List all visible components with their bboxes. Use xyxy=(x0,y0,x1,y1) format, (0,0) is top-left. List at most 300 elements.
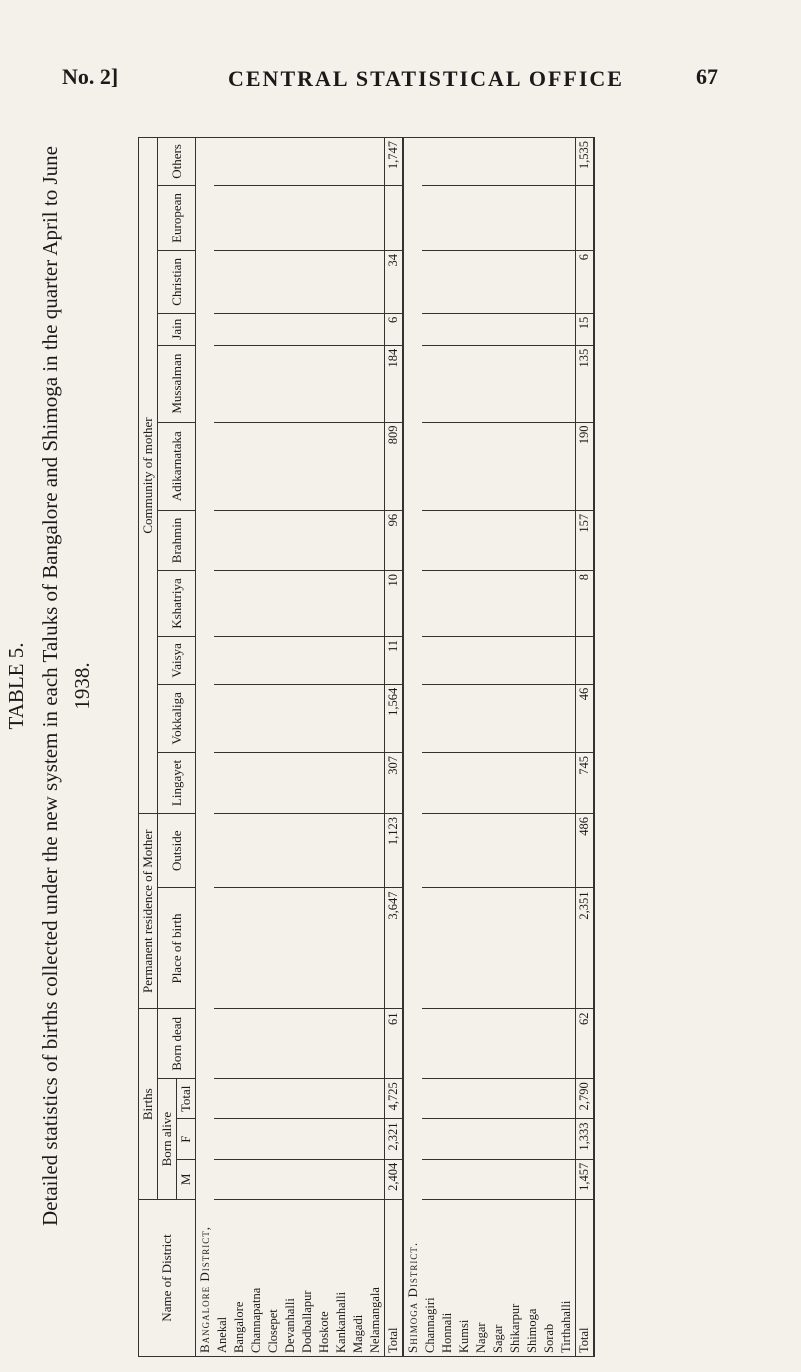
cell-kshatriya xyxy=(316,571,333,637)
cell-f xyxy=(507,1119,524,1159)
cell-born_dead xyxy=(248,1009,265,1079)
cell-kshatriya xyxy=(350,571,367,637)
cell-kshatriya xyxy=(299,571,316,637)
cell-kshatriya xyxy=(333,571,350,637)
header-vaisya: Vaisya xyxy=(158,637,196,685)
cell-european xyxy=(541,185,558,250)
cell-adikarnataka xyxy=(456,422,473,510)
taluk-name: Anekal xyxy=(214,1200,231,1357)
cell-vaisya xyxy=(248,637,265,685)
cell-m xyxy=(507,1159,524,1199)
cell-lingayet xyxy=(473,752,490,813)
table-row xyxy=(333,138,350,1357)
cell-adikarnataka xyxy=(558,422,576,510)
cell-lingayet xyxy=(316,752,333,813)
cell-mussalman xyxy=(265,345,282,422)
cell-adikarnataka xyxy=(350,422,367,510)
table-row xyxy=(350,138,367,1357)
total-mussalman: 135 xyxy=(576,345,595,422)
cell-pob xyxy=(524,888,541,1009)
cell-outside xyxy=(507,813,524,888)
cell-european xyxy=(350,185,367,250)
cell-pob xyxy=(541,888,558,1009)
cell-vokkaliga xyxy=(439,684,456,752)
taluk-name: Shikarpur xyxy=(507,1200,524,1357)
cell-jain xyxy=(490,313,507,345)
cell-vokkaliga xyxy=(282,684,299,752)
cell-outside xyxy=(231,813,248,888)
cell-outside xyxy=(214,813,231,888)
cell-european xyxy=(490,185,507,250)
total-vokkaliga: 46 xyxy=(576,684,595,752)
cell-mussalman xyxy=(490,345,507,422)
cell-outside xyxy=(524,813,541,888)
cell-born_dead xyxy=(507,1009,524,1079)
cell-jain xyxy=(265,313,282,345)
cell-mussalman xyxy=(422,345,439,422)
cell-lingayet xyxy=(282,752,299,813)
total-outside: 1,123 xyxy=(385,813,404,888)
cell-outside xyxy=(333,813,350,888)
cell-european xyxy=(558,185,576,250)
cell-others xyxy=(456,138,473,186)
cell-total xyxy=(490,1079,507,1119)
cell-outside xyxy=(350,813,367,888)
cell-total xyxy=(456,1079,473,1119)
cell-christian xyxy=(367,251,385,314)
taluk-name: Magadi xyxy=(350,1200,367,1357)
cell-m xyxy=(558,1159,576,1199)
cell-lingayet xyxy=(367,752,385,813)
cell-outside xyxy=(558,813,576,888)
cell-pob xyxy=(558,888,576,1009)
cell-lingayet xyxy=(558,752,576,813)
cell-m xyxy=(350,1159,367,1199)
cell-total xyxy=(282,1079,299,1119)
cell-m xyxy=(248,1159,265,1199)
taluk-name: Nagar xyxy=(473,1200,490,1357)
cell-vokkaliga xyxy=(541,684,558,752)
cell-outside xyxy=(422,813,439,888)
cell-vokkaliga xyxy=(473,684,490,752)
cell-european xyxy=(299,185,316,250)
total-european xyxy=(576,185,595,250)
cell-brahmin xyxy=(490,510,507,570)
cell-european xyxy=(524,185,541,250)
cell-born_dead xyxy=(333,1009,350,1079)
cell-vaisya xyxy=(367,637,385,685)
cell-jain xyxy=(439,313,456,345)
cell-adikarnataka xyxy=(214,422,231,510)
cell-vaisya xyxy=(422,637,439,685)
table-row xyxy=(473,138,490,1357)
cell-european xyxy=(214,185,231,250)
cell-vokkaliga xyxy=(231,684,248,752)
cell-brahmin xyxy=(282,510,299,570)
cell-mussalman xyxy=(439,345,456,422)
cell-jain xyxy=(248,313,265,345)
cell-m xyxy=(439,1159,456,1199)
total-european xyxy=(385,185,404,250)
cell-total xyxy=(316,1079,333,1119)
cell-christian xyxy=(456,251,473,314)
cell-f xyxy=(299,1119,316,1159)
cell-mussalman xyxy=(558,345,576,422)
cell-pob xyxy=(316,888,333,1009)
cell-brahmin xyxy=(473,510,490,570)
taluk-name: Kankanhalli xyxy=(333,1200,350,1357)
cell-adikarnataka xyxy=(490,422,507,510)
cell-brahmin xyxy=(316,510,333,570)
cell-m xyxy=(333,1159,350,1199)
cell-christian xyxy=(299,251,316,314)
cell-lingayet xyxy=(350,752,367,813)
cell-jain xyxy=(558,313,576,345)
header-total: Total xyxy=(177,1079,196,1119)
cell-kshatriya xyxy=(473,571,490,637)
cell-brahmin xyxy=(507,510,524,570)
cell-brahmin xyxy=(231,510,248,570)
cell-total xyxy=(248,1079,265,1119)
cell-m xyxy=(456,1159,473,1199)
cell-outside xyxy=(367,813,385,888)
table-label: TABLE 5. xyxy=(4,642,28,730)
cell-brahmin xyxy=(456,510,473,570)
cell-others xyxy=(541,138,558,186)
cell-lingayet xyxy=(541,752,558,813)
cell-others xyxy=(299,138,316,186)
cell-f xyxy=(456,1119,473,1159)
cell-others xyxy=(490,138,507,186)
cell-pob xyxy=(367,888,385,1009)
cell-vaisya xyxy=(490,637,507,685)
cell-jain xyxy=(541,313,558,345)
table-row xyxy=(490,138,507,1357)
cell-born_dead xyxy=(367,1009,385,1079)
table-row xyxy=(524,138,541,1357)
cell-total xyxy=(214,1079,231,1119)
total-adikarnataka: 190 xyxy=(576,422,595,510)
cell-lingayet xyxy=(265,752,282,813)
header-community: Community of mother xyxy=(139,138,158,814)
total-others: 1,535 xyxy=(576,138,595,186)
cell-others xyxy=(214,138,231,186)
cell-european xyxy=(367,185,385,250)
cell-christian xyxy=(316,251,333,314)
cell-born_dead xyxy=(316,1009,333,1079)
table-row xyxy=(299,138,316,1357)
section-title: Shimoga District. xyxy=(403,138,422,1357)
header-residence: Permanent residence of Mother xyxy=(139,813,158,1009)
cell-outside xyxy=(248,813,265,888)
cell-born_dead xyxy=(299,1009,316,1079)
cell-vaisya xyxy=(541,637,558,685)
cell-pob xyxy=(214,888,231,1009)
cell-m xyxy=(265,1159,282,1199)
cell-adikarnataka xyxy=(299,422,316,510)
cell-vaisya xyxy=(333,637,350,685)
table-row xyxy=(282,138,299,1357)
cell-others xyxy=(282,138,299,186)
cell-european xyxy=(473,185,490,250)
header-brahmin: Brahmin xyxy=(158,510,196,570)
total-born_dead: 61 xyxy=(385,1009,404,1079)
header-christian: Christian xyxy=(158,251,196,314)
cell-f xyxy=(282,1119,299,1159)
cell-vaisya xyxy=(350,637,367,685)
cell-others xyxy=(231,138,248,186)
table-row xyxy=(439,138,456,1357)
cell-brahmin xyxy=(248,510,265,570)
cell-christian xyxy=(231,251,248,314)
total-m: 2,404 xyxy=(385,1159,404,1199)
cell-adikarnataka xyxy=(422,422,439,510)
cell-born_dead xyxy=(439,1009,456,1079)
cell-total xyxy=(524,1079,541,1119)
taluk-name: Kumsi xyxy=(456,1200,473,1357)
cell-pob xyxy=(299,888,316,1009)
total-label: Total xyxy=(576,1200,595,1357)
cell-others xyxy=(558,138,576,186)
cell-vaisya xyxy=(524,637,541,685)
cell-outside xyxy=(299,813,316,888)
header-born-alive: Born alive xyxy=(158,1079,177,1200)
cell-adikarnataka xyxy=(248,422,265,510)
cell-mussalman xyxy=(333,345,350,422)
cell-vokkaliga xyxy=(248,684,265,752)
total-vokkaliga: 1,564 xyxy=(385,684,404,752)
cell-m xyxy=(231,1159,248,1199)
cell-european xyxy=(422,185,439,250)
cell-european xyxy=(456,185,473,250)
table-row xyxy=(231,138,248,1357)
cell-jain xyxy=(422,313,439,345)
cell-vokkaliga xyxy=(422,684,439,752)
cell-born_dead xyxy=(282,1009,299,1079)
taluk-name: Nelamangala xyxy=(367,1200,385,1357)
cell-adikarnataka xyxy=(282,422,299,510)
cell-f xyxy=(558,1119,576,1159)
cell-m xyxy=(282,1159,299,1199)
cell-mussalman xyxy=(316,345,333,422)
total-row xyxy=(576,138,595,1357)
cell-lingayet xyxy=(490,752,507,813)
cell-european xyxy=(248,185,265,250)
header-kshatriya: Kshatriya xyxy=(158,571,196,637)
cell-kshatriya xyxy=(490,571,507,637)
births-statistics-table xyxy=(138,137,595,1357)
header-m: M xyxy=(177,1159,196,1199)
taluk-name: Dodballapur xyxy=(299,1200,316,1357)
total-label: Total xyxy=(385,1200,404,1357)
cell-mussalman xyxy=(214,345,231,422)
cell-adikarnataka xyxy=(333,422,350,510)
cell-christian xyxy=(439,251,456,314)
cell-jain xyxy=(367,313,385,345)
table-row xyxy=(456,138,473,1357)
cell-european xyxy=(282,185,299,250)
cell-vaisya xyxy=(439,637,456,685)
total-brahmin: 157 xyxy=(576,510,595,570)
cell-vaisya xyxy=(473,637,490,685)
cell-pob xyxy=(422,888,439,1009)
cell-kshatriya xyxy=(248,571,265,637)
cell-vaisya xyxy=(507,637,524,685)
total-pob: 3,647 xyxy=(385,888,404,1009)
cell-vokkaliga xyxy=(299,684,316,752)
cell-outside xyxy=(490,813,507,888)
taluk-name: Devanhalli xyxy=(282,1200,299,1357)
cell-vokkaliga xyxy=(265,684,282,752)
total-jain: 15 xyxy=(576,313,595,345)
cell-adikarnataka xyxy=(524,422,541,510)
cell-european xyxy=(333,185,350,250)
cell-pob xyxy=(282,888,299,1009)
total-lingayet: 307 xyxy=(385,752,404,813)
cell-total xyxy=(507,1079,524,1119)
cell-adikarnataka xyxy=(473,422,490,510)
cell-total xyxy=(350,1079,367,1119)
cell-adikarnataka xyxy=(541,422,558,510)
cell-christian xyxy=(333,251,350,314)
cell-pob xyxy=(507,888,524,1009)
table-row xyxy=(248,138,265,1357)
cell-f xyxy=(350,1119,367,1159)
cell-lingayet xyxy=(507,752,524,813)
cell-others xyxy=(316,138,333,186)
cell-kshatriya xyxy=(367,571,385,637)
cell-lingayet xyxy=(422,752,439,813)
office-title: CENTRAL STATISTICAL OFFICE xyxy=(228,66,624,91)
cell-vokkaliga xyxy=(333,684,350,752)
cell-born_dead xyxy=(490,1009,507,1079)
cell-born_dead xyxy=(265,1009,282,1079)
cell-outside xyxy=(473,813,490,888)
cell-vaisya xyxy=(456,637,473,685)
cell-f xyxy=(248,1119,265,1159)
cell-jain xyxy=(350,313,367,345)
cell-vokkaliga xyxy=(507,684,524,752)
taluk-name: Bangalore xyxy=(231,1200,248,1357)
cell-brahmin xyxy=(214,510,231,570)
cell-vaisya xyxy=(214,637,231,685)
cell-vokkaliga xyxy=(524,684,541,752)
table-row xyxy=(265,138,282,1357)
cell-mussalman xyxy=(231,345,248,422)
cell-others xyxy=(439,138,456,186)
total-jain: 6 xyxy=(385,313,404,345)
header-name-of-district: Name of District xyxy=(139,1200,196,1357)
cell-born_dead xyxy=(558,1009,576,1079)
cell-mussalman xyxy=(473,345,490,422)
cell-lingayet xyxy=(214,752,231,813)
cell-outside xyxy=(316,813,333,888)
cell-born_dead xyxy=(422,1009,439,1079)
cell-f xyxy=(316,1119,333,1159)
cell-adikarnataka xyxy=(367,422,385,510)
cell-kshatriya xyxy=(456,571,473,637)
cell-others xyxy=(524,138,541,186)
taluk-name: Honnali xyxy=(439,1200,456,1357)
cell-jain xyxy=(316,313,333,345)
cell-vokkaliga xyxy=(558,684,576,752)
cell-m xyxy=(524,1159,541,1199)
cell-jain xyxy=(333,313,350,345)
cell-adikarnataka xyxy=(265,422,282,510)
cell-kshatriya xyxy=(524,571,541,637)
total-vaisya xyxy=(576,637,595,685)
cell-others xyxy=(422,138,439,186)
cell-brahmin xyxy=(299,510,316,570)
cell-vokkaliga xyxy=(316,684,333,752)
cell-m xyxy=(490,1159,507,1199)
total-kshatriya: 10 xyxy=(385,571,404,637)
cell-total xyxy=(265,1079,282,1119)
header-others: Others xyxy=(158,138,196,186)
total-adikarnataka: 809 xyxy=(385,422,404,510)
cell-total xyxy=(422,1079,439,1119)
cell-kshatriya xyxy=(507,571,524,637)
cell-christian xyxy=(490,251,507,314)
cell-others xyxy=(265,138,282,186)
cell-f xyxy=(541,1119,558,1159)
cell-christian xyxy=(541,251,558,314)
header-outside: Outside xyxy=(158,813,196,888)
cell-m xyxy=(299,1159,316,1199)
total-kshatriya: 8 xyxy=(576,571,595,637)
cell-vokkaliga xyxy=(367,684,385,752)
cell-vokkaliga xyxy=(214,684,231,752)
cell-pob xyxy=(439,888,456,1009)
cell-brahmin xyxy=(422,510,439,570)
page-issue-number: No. 2] xyxy=(62,64,119,89)
cell-f xyxy=(422,1119,439,1159)
cell-f xyxy=(231,1119,248,1159)
cell-mussalman xyxy=(299,345,316,422)
cell-jain xyxy=(524,313,541,345)
cell-european xyxy=(265,185,282,250)
taluk-name: Tirthahalli xyxy=(558,1200,576,1357)
total-lingayet: 745 xyxy=(576,752,595,813)
cell-total xyxy=(541,1079,558,1119)
cell-mussalman xyxy=(367,345,385,422)
cell-m xyxy=(367,1159,385,1199)
cell-brahmin xyxy=(558,510,576,570)
cell-total xyxy=(558,1079,576,1119)
cell-mussalman xyxy=(248,345,265,422)
cell-f xyxy=(524,1119,541,1159)
total-brahmin: 96 xyxy=(385,510,404,570)
cell-jain xyxy=(473,313,490,345)
cell-christian xyxy=(524,251,541,314)
cell-m xyxy=(422,1159,439,1199)
cell-pob xyxy=(333,888,350,1009)
header-place-of-birth: Place of birth xyxy=(158,888,196,1009)
cell-vaisya xyxy=(265,637,282,685)
cell-lingayet xyxy=(231,752,248,813)
cell-kshatriya xyxy=(231,571,248,637)
cell-european xyxy=(439,185,456,250)
cell-brahmin xyxy=(367,510,385,570)
taluk-name: Channagiri xyxy=(422,1200,439,1357)
total-total: 2,790 xyxy=(576,1079,595,1119)
taluk-name: Shimoga xyxy=(524,1200,541,1357)
cell-vokkaliga xyxy=(490,684,507,752)
header-adikarnataka: Adikarnataka xyxy=(158,422,196,510)
cell-brahmin xyxy=(524,510,541,570)
cell-mussalman xyxy=(524,345,541,422)
cell-outside xyxy=(282,813,299,888)
